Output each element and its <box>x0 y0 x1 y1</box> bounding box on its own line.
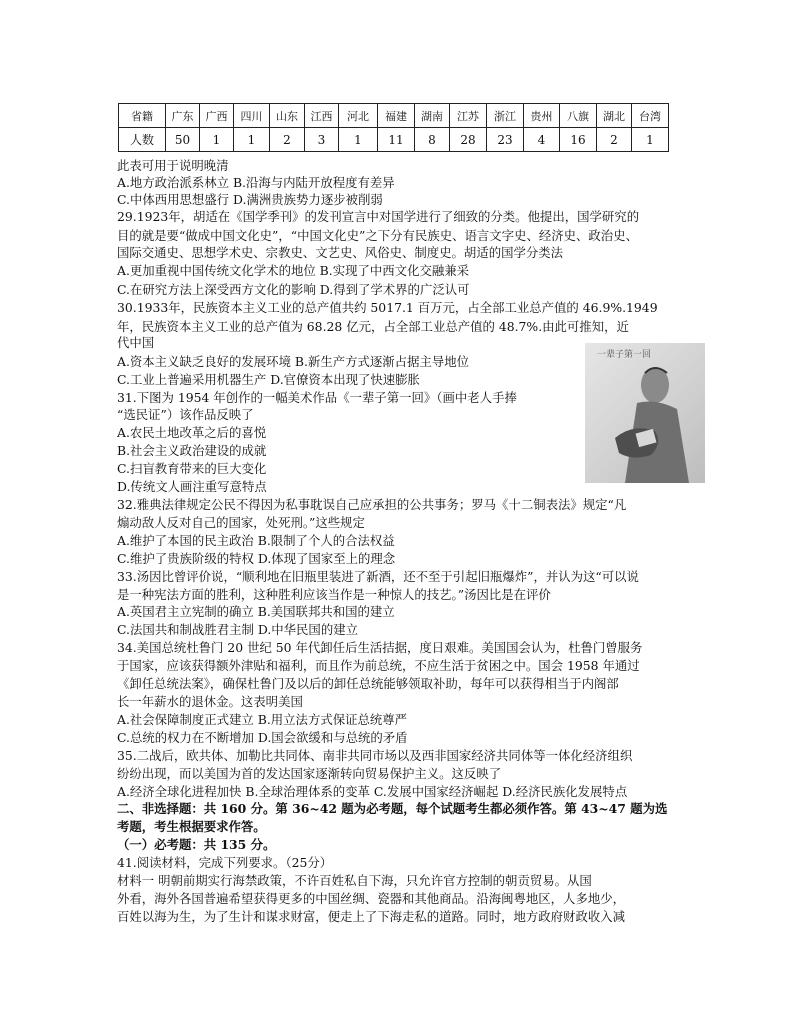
table-cell: 江苏 <box>450 104 487 128</box>
option-line: A.资本主义缺乏良好的发展环境 B.新生产方式逐渐占据主导地位 <box>117 354 470 369</box>
table-cell: 1 <box>632 128 669 152</box>
text-line: 35.二战后，欧共体、加勒比共同体、南非共同市场以及西非国家经济共同体等一体化经济组织 <box>117 748 633 763</box>
option-line: C.在研究方法上深受西方文化的影响 D.得到了学术界的广泛认可 <box>117 282 470 297</box>
text-line: 材料一 明朝前期实行海禁政策，不许百姓私自下海，只允许官方控制的朝贡贸易。从国 <box>117 873 592 888</box>
text-line: 41.阅读材料，完成下列要求。（25分） <box>117 855 333 870</box>
table-cell: 16 <box>560 128 597 152</box>
option-line: A.更加重视中国传统文化学术的地位 B.实现了中西文化交融兼采 <box>117 263 470 278</box>
text-line: “选民证”）该作品反映了 <box>117 407 254 422</box>
text-line: 于国家，应该获得额外津贴和福利，而且作为前总统，不应生活于贫困之中。国会 1958 年通过 <box>117 658 640 673</box>
table-cell: 八旗 <box>560 104 597 128</box>
option-line: C.工业上普遍采用机器生产 D.官僚资本出现了快速膨胀 <box>117 372 420 387</box>
option-line: B.社会主义政治建设的成就 <box>117 443 267 458</box>
table-cell: 四川 <box>234 104 270 128</box>
table-cell: 1 <box>339 128 378 152</box>
table-cell: 河北 <box>339 104 378 128</box>
table-cell: 4 <box>524 128 560 152</box>
table-cell: 湖北 <box>597 104 632 128</box>
table-header-row <box>119 104 669 128</box>
text-line: 是一种宪法方面的胜利，这种胜利应该当作是一种惊人的技艺。”汤因比是在评价 <box>117 587 551 602</box>
text-line: 煽动敌人反对自己的国家，处死刑。”这些规定 <box>117 515 365 530</box>
option-line: A.经济全球化进程加快 B.全球治理体系的变革 C.发展中国家经济崛起 D.经济民族化发展特点 <box>117 784 628 799</box>
text-line: 百姓以海为生，为了生计和谋求财富，便走上了下海走私的道路。同时，地方政府财政收入减 <box>117 909 626 924</box>
table-data-row <box>119 128 669 152</box>
option-line: C.扫盲教育带来的巨大变化 <box>117 461 267 476</box>
option-line: A.地方政治派系林立 B.沿海与内陆开放程度有差异 <box>117 175 395 190</box>
table-cell: 23 <box>487 128 524 152</box>
text-line: 国际交通史、思想学术史、宗教史、文艺史、风俗史、制度史。胡适的国学分类法 <box>117 245 564 260</box>
table-cell: 浙江 <box>487 104 524 128</box>
text-line: 长一年薪水的退休金。这表明美国 <box>117 694 303 709</box>
table-cell: 8 <box>415 128 450 152</box>
table-cell: 山东 <box>270 104 305 128</box>
table-cell: 人数 <box>119 128 166 152</box>
table-cell: 台湾 <box>632 104 669 128</box>
option-line: C.法国共和制战胜君主制 D.中华民国的建立 <box>117 622 358 637</box>
option-line: A.英国君主立宪制的确立 B.美国联邦共和国的建立 <box>117 604 395 619</box>
artwork-illustration <box>585 343 705 483</box>
text-line: 目的就是要“做成中国文化史”，“中国文化史”之下分有民族史、语言文字史、经济史、政治史、 <box>117 228 638 243</box>
table-cell: 1 <box>234 128 270 152</box>
option-line: A.维护了本国的民主政治 B.限制了个人的合法权益 <box>117 533 395 548</box>
text-line: 外看，海外各国普遍希望获得更多的中国丝绸、瓷器和其他商品。沿海闽粤地区，人多地少， <box>117 891 626 906</box>
subsection-heading: （一）必考题：共 135 分。 <box>117 837 276 852</box>
text-line: 31.下图为 1954 年创作的一幅美术作品《一辈子第一回》（画中老人手捧 <box>117 390 517 405</box>
text-line: 30.1933年，民族资本主义工业的总产值共约 5017.1 百万元，占全部工业总产值的 46.9%.1949 <box>117 300 658 315</box>
text-line: 年，民族资本主义工业的总产值为 68.28 亿元，占全部工业总产值的 48.7%.由此可推知，近 <box>117 319 629 334</box>
text-line: 纷纷出现，而以美国为首的发达国家逐渐转向贸易保护主义。这反映了 <box>117 766 502 781</box>
table-cell: 广东 <box>166 104 200 128</box>
artwork-caption: 一辈子第一回 <box>597 350 652 360</box>
table-cell: 江西 <box>305 104 339 128</box>
section-heading: 二、非选择题：共 160 分。第 36~42 题为必考题，每个试题考生都必须作答。第 43~47 题为选 <box>117 801 668 816</box>
artwork-image <box>585 343 705 483</box>
option-line: A.农民土地改革之后的喜悦 <box>117 425 267 440</box>
table-cell: 贵州 <box>524 104 560 128</box>
table-cell: 50 <box>166 128 200 152</box>
text-line: 29.1923年，胡适在《国学季刊》的发刊宣言中对国学进行了细致的分类。他提出，国学研究的 <box>117 209 640 224</box>
option-line: C.中体西用思想盛行 D.满洲贵族势力逐步被削弱 <box>117 192 383 207</box>
option-line: A.社会保障制度正式建立 B.用立法方式保证总统尊严 <box>117 712 408 727</box>
table-cell: 2 <box>597 128 632 152</box>
table-cell: 28 <box>450 128 487 152</box>
table-cell: 3 <box>305 128 339 152</box>
text-line: 34.美国总统杜鲁门 20 世纪 50 年代卸任后生活拮据，度日艰难。美国国会认为，杜鲁门曾服务 <box>117 640 643 655</box>
option-line: D.传统文人画注重写意特点 <box>117 479 267 494</box>
section-heading: 考题，考生根据要求作答。 <box>117 819 266 834</box>
text-line: 代中国 <box>117 335 155 350</box>
text-line: 《卸任总统法案》，确保杜鲁门及以后的卸任总统能够领取补助，每年可以获得相当于内阁部 <box>117 676 619 691</box>
table-cell: 省籍 <box>119 104 166 128</box>
option-line: C.维护了贵族阶级的特权 D.体现了国家至上的理念 <box>117 551 396 566</box>
table-cell: 湖南 <box>415 104 450 128</box>
text-line: 33.汤因比曾评价说，“顺利地在旧瓶里装进了新酒，还不至于引起旧瓶爆炸”，并认为这“可以说 <box>117 569 639 584</box>
text-line: 此表可用于说明晚清 <box>117 158 229 173</box>
table-cell: 广西 <box>200 104 234 128</box>
table-cell: 2 <box>270 128 305 152</box>
table-cell: 1 <box>200 128 234 152</box>
province-table <box>118 103 669 152</box>
table-cell: 11 <box>378 128 415 152</box>
option-line: C.总统的权力在不断增加 D.国会欲缓和与总统的矛盾 <box>117 730 408 745</box>
text-line: 32.雅典法律规定公民不得因为私事耽误自己应承担的公共事务；罗马《十二铜表法》规定“凡 <box>117 497 627 512</box>
table-cell: 福建 <box>378 104 415 128</box>
